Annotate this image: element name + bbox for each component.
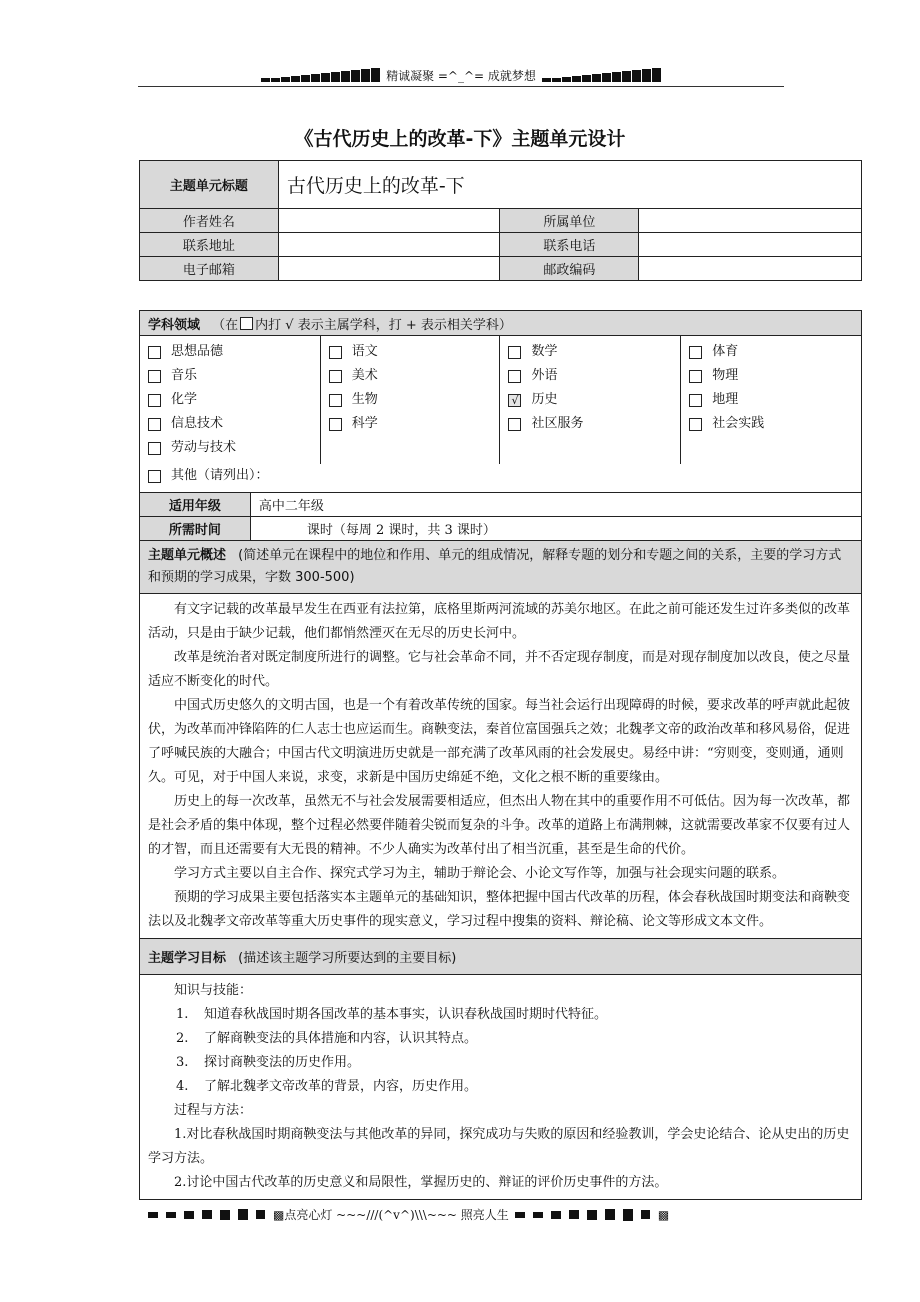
subject-item[interactable]: 科学: [329, 412, 492, 436]
checkbox-icon[interactable]: [689, 370, 702, 383]
overview-header: [140, 541, 862, 594]
checkbox-icon[interactable]: [148, 418, 161, 431]
footer-square-icon: [569, 1210, 579, 1219]
page-footer: [148, 1206, 669, 1223]
overview-paragraph: 改革是统治者对既定制度所进行的调整。它与社会革命不同，并不否定现存制度，而是对现存制度加以改良，使之尽量适应不断变化的时代。: [148, 650, 851, 689]
footer-square-icon: [184, 1211, 194, 1219]
subject-item[interactable]: 物理: [689, 364, 853, 388]
subject-item[interactable]: 数学: [508, 340, 672, 364]
checkbox-icon[interactable]: [689, 346, 702, 359]
info-table: [139, 160, 862, 281]
email-label: 电子邮箱: [140, 257, 279, 281]
checkbox-icon[interactable]: [148, 442, 161, 455]
subject-col-4: [681, 336, 862, 465]
goal-item: 4. 了解北魏孝文帝改革的背景，内容，历史作用。: [176, 1079, 478, 1094]
email-field[interactable]: [278, 257, 500, 281]
overview-label: 主题单元概述: [148, 548, 227, 563]
footer-square-icon: [202, 1210, 212, 1219]
footer-square-icon: [515, 1212, 525, 1218]
author-field[interactable]: [278, 209, 500, 233]
subject-item[interactable]: 体育: [689, 340, 853, 364]
overview-paragraph: 学习方式主要以自主合作、探究式学习为主，辅助于辩论会、小论文写作等，加强与社会现实问题的联系。: [174, 866, 786, 881]
unit-field[interactable]: [639, 209, 862, 233]
goals-note: (描述该主题学习所要达到的主要目标): [238, 951, 457, 966]
goals-header: [140, 939, 862, 975]
subject-note-b: 内打 √ 表示主属学科，打 + 表示相关学科）: [255, 317, 512, 333]
footer-square-icon: [533, 1212, 543, 1218]
process-item: 2.讨论中国古代改革的历史意义和局限性，掌握历史的、辩证的评价历史事件的方法。: [174, 1175, 668, 1190]
footer-square-icon: [605, 1209, 615, 1220]
checkbox-icon[interactable]: [148, 470, 161, 483]
subject-item[interactable]: 社区服务: [508, 412, 672, 436]
footer-square-icon: [238, 1209, 248, 1220]
footer-square-icon: [148, 1212, 158, 1218]
footer-end: ▩: [657, 1207, 670, 1222]
subject-item-other[interactable]: 其他（请列出）：: [148, 464, 853, 488]
footer-square-icon: [166, 1212, 176, 1218]
subject-item[interactable]: 美术: [329, 364, 492, 388]
subject-item[interactable]: 外语: [508, 364, 672, 388]
goal-item: 3. 探讨商鞅变法的历史作用。: [176, 1055, 361, 1070]
footer-square-icon: [220, 1210, 230, 1220]
goal-item: 1. 知道春秋战国时期各国改革的基本事实，认识春秋战国时期时代特征。: [176, 1007, 608, 1022]
checkbox-icon[interactable]: [689, 418, 702, 431]
author-label: 作者姓名: [140, 209, 279, 233]
footer-text: ▩点亮心灯 ~~~///(^v^)\\\~~~ 照亮人生: [273, 1208, 509, 1222]
unit-label: 所属单位: [500, 209, 639, 233]
subject-item[interactable]: 社会实践: [689, 412, 853, 436]
subject-item[interactable]: 劳动与技术: [148, 436, 312, 460]
document-title: 《古代历史上的改革-下》主题单元设计: [294, 128, 626, 150]
overview-paragraph: 中国式历史悠久的文明古国，也是一个有着改革传统的国家。每当社会运行出现障碍的时候，要求改革的呼声就此起彼伏，为改革而冲锋陷阵的仁人志士也应运而生。商鞅变法，秦首位富国强兵之效；北魏孝文帝的政治改革和移风易俗，促进了呼喊民族的大融合；中国古代文明演进历史就是一部充满了改革风雨的社会发展史。易经中讲：“穷则变，变则通，通则久。可见，对于中国人来说，求变，求新是中国历史绵延不绝，文化之根不断的重要缘由。: [148, 698, 851, 785]
checkbox-icon[interactable]: [329, 346, 342, 359]
unit-title-label: 主题单元标题: [140, 161, 279, 209]
postcode-label: 邮政编码: [500, 257, 639, 281]
phone-label: 联系电话: [500, 233, 639, 257]
time-value[interactable]: 课时（每周 2 课时，共 3 课时）: [250, 517, 861, 541]
checkbox-icon[interactable]: [689, 394, 702, 407]
subject-label: 学科领域: [148, 317, 201, 333]
subject-item[interactable]: 地理: [689, 388, 853, 412]
overview-paragraph: 有文字记载的改革最早发生在西亚有法拉第，底格里斯两河流域的苏美尔地区。在此之前可能还发生过许多类似的改革活动，只是由于缺少记载，他们都悄然湮灭在无尽的历史长河中。: [148, 602, 851, 641]
checkbox-icon[interactable]: [148, 394, 161, 407]
address-field[interactable]: [278, 233, 500, 257]
header-bars-left: [261, 68, 380, 82]
header-bars-right: [542, 68, 661, 82]
overview-note: (简述单元在课程中的地位和作用、单元的组成情况，解释专题的划分和专题之间的关系，主要的学习方式和预期的学习成果，字数 300-500): [148, 548, 842, 585]
checkbox-icon[interactable]: [329, 418, 342, 431]
footer-square-icon: [587, 1210, 597, 1220]
address-label: 联系地址: [140, 233, 279, 257]
goals-section-process: 过程与方法：: [174, 1103, 253, 1118]
footer-square-icon: [551, 1211, 561, 1219]
unit-title-value[interactable]: 古代历史上的改革-下: [278, 161, 861, 209]
header-text: 精诚凝聚 =^_^= 成就梦想: [386, 68, 536, 83]
subject-item[interactable]: 生物: [329, 388, 492, 412]
page-header: [138, 64, 784, 87]
subject-item[interactable]: 音乐: [148, 364, 312, 388]
overview-paragraph: 历史上的每一次改革，虽然无不与社会发展需要相适应，但杰出人物在其中的重要作用不可低估。因为每一次改革，都是社会矛盾的集中体现，整个过程必然要伴随着尖锐而复杂的斗争。改革的道路上布满荆棘，这就需要改革家不仅要有过人的才智，而且还需要有大无畏的精神。不少人确实为改革付出了相当沉重，甚至是生命的代价。: [148, 794, 851, 857]
subject-item[interactable]: 信息技术: [148, 412, 312, 436]
subject-item[interactable]: 语文: [329, 340, 492, 364]
goals-body: [140, 975, 862, 1200]
checkbox-icon[interactable]: [329, 394, 342, 407]
time-label: 所需时间: [140, 517, 251, 541]
subject-item-history[interactable]: √ 历史: [508, 388, 672, 412]
subject-col-2: [320, 336, 500, 465]
subject-item[interactable]: 化学: [148, 388, 312, 412]
checkbox-icon[interactable]: [508, 418, 521, 431]
goals-label: 主题学习目标: [148, 951, 227, 966]
process-item: 1.对比春秋战国时期商鞅变法与其他改革的异同，探究成功与失败的原因和经验教训，学会史论结合、论从史出的历史学习方法。: [148, 1127, 850, 1166]
checkbox-icon[interactable]: [508, 346, 521, 359]
footer-square-icon: [623, 1209, 633, 1221]
overview-paragraph: 预期的学习成果主要包括落实本主题单元的基础知识，整体把握中国古代改革的历程，体会春秋战国时期变法和商鞅变法以及北魏孝文帝改革等重大历史事件的现实意义，学习过程中搜集的资料、辩论稿、论文等形成文本文件。: [148, 890, 851, 929]
subject-col-1: [140, 336, 321, 465]
subject-other-cell: [140, 464, 862, 493]
checkbox-icon[interactable]: [148, 370, 161, 383]
subject-note-a: （在: [212, 317, 239, 333]
checkbox-sample-icon: [240, 317, 253, 330]
footer-square-icon: [256, 1210, 265, 1219]
postcode-field[interactable]: [639, 257, 862, 281]
main-table: [139, 310, 862, 1200]
goal-item: 2. 了解商鞅变法的具体措施和内容，认识其特点。: [176, 1031, 478, 1046]
subject-col-3: [500, 336, 681, 465]
checkbox-icon[interactable]: [508, 370, 521, 383]
footer-square-icon: [641, 1210, 650, 1219]
grade-value[interactable]: 高中二年级: [250, 493, 861, 517]
grade-label: 适用年级: [140, 493, 251, 517]
checkbox-icon[interactable]: [148, 346, 161, 359]
subject-item[interactable]: 思想品德: [148, 340, 312, 364]
phone-field[interactable]: [639, 233, 862, 257]
checkbox-checked-icon[interactable]: √: [508, 394, 521, 407]
subject-header: [140, 311, 862, 336]
checkbox-icon[interactable]: [329, 370, 342, 383]
goals-section-knowledge: 知识与技能：: [174, 983, 253, 998]
overview-body: [140, 594, 862, 939]
